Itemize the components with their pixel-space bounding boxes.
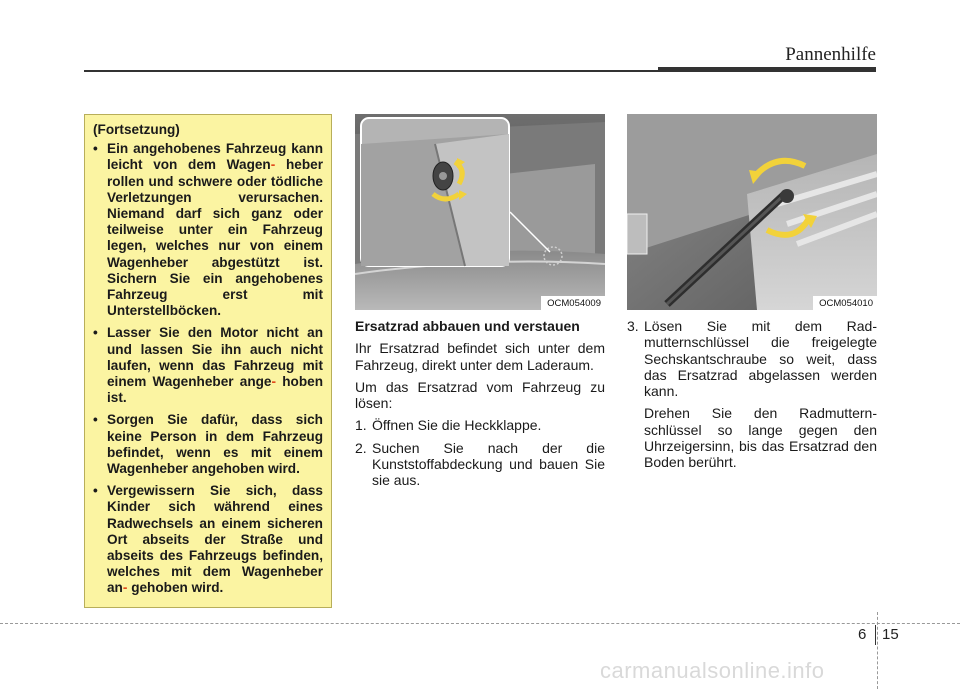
figure-cargo-cover (355, 114, 605, 310)
wrench-illustration (627, 114, 877, 310)
warning-continuation: (Fortsetzung) (93, 122, 180, 137)
figure-spare-wheel-bolt (627, 114, 877, 310)
cargo-area-illustration (355, 114, 605, 310)
section-heading: Ersatzrad abbauen und verstauen (355, 318, 580, 334)
warning-list (93, 141, 323, 596)
bullet-icon: • (93, 325, 98, 341)
warning-item: • Ein angehobenes Fahrzeug kann leicht von dem Wagen- heber rollen und schwere oder tödliche Verletzungen verursachen. Niemand darf sich ganz oder teilweise unter ein Fahrzeug legen, welches nur von einem Wagenheber abgestützt ist. Sichern Sie ein angehobenes Fahrzeug erst mit Unterstellböcken. (93, 141, 323, 319)
header-rule (84, 70, 664, 72)
bullet-icon: • (93, 483, 98, 499)
figure-caption: OCM054009 (541, 296, 605, 310)
figure-caption: OCM054010 (813, 296, 877, 310)
header-rule-accent (658, 67, 876, 72)
watermark: carmanualsonline.info (600, 658, 825, 683)
warning-item: • Lasser Sie den Motor nicht an und lassen Sie ihn auch nicht laufen, wenn das Fahrzeug mit einem Wagenheber ange- hoben ist. (93, 325, 323, 406)
bullet-icon: • (93, 412, 98, 428)
instructions-column-2 (627, 318, 877, 477)
paragraph: Um das Ersatzrad vom Fahrzeug zu lösen: (355, 378, 605, 412)
page-number-separator (875, 625, 876, 645)
step-item: 1. Öffnen Sie die Heckklappe. (355, 417, 542, 434)
footer-divider (0, 623, 960, 624)
warning-item: • Sorgen Sie dafür, dass sich keine Person in dem Fahrzeug befindet, wenn es mit einem Wagenheber angehoben wird. (93, 412, 323, 477)
page-header-title: Pannenhilfe (785, 44, 876, 65)
warning-box (84, 114, 332, 608)
step-item: 3. Lösen Sie mit dem Rad-mutternschlüssel die freigelegte Sechskantschraube so weit, dass das Ersatzrad abgelassen werden kann. (627, 318, 877, 400)
warning-item: • Vergewissern Sie sich, dass Kinder sich während eines Radwechsels an einem sicheren Ort abseits der Straße und abseits des Fahrzeugs befinden, welches mit dem Wagenheber an- gehoben wird. (93, 483, 323, 596)
page-number: 15 (882, 626, 899, 643)
footer-vertical-divider (877, 612, 878, 689)
bullet-icon: • (93, 141, 98, 157)
chapter-number: 6 (858, 626, 867, 643)
step-subparagraph: Drehen Sie den Radmuttern-schlüssel so lange gegen den Uhrzeigersinn, bis das Ersatzrad den Boden berührt. (644, 405, 877, 471)
instructions-column-1 (355, 318, 605, 495)
step-item: 2. Suchen Sie nach der die Kunststoffabdeckung und bauen Sie sie aus. (355, 439, 605, 489)
paragraph: Ihr Ersatzrad befindet sich unter dem Fahrzeug, direkt unter dem Laderaum. (355, 340, 605, 373)
